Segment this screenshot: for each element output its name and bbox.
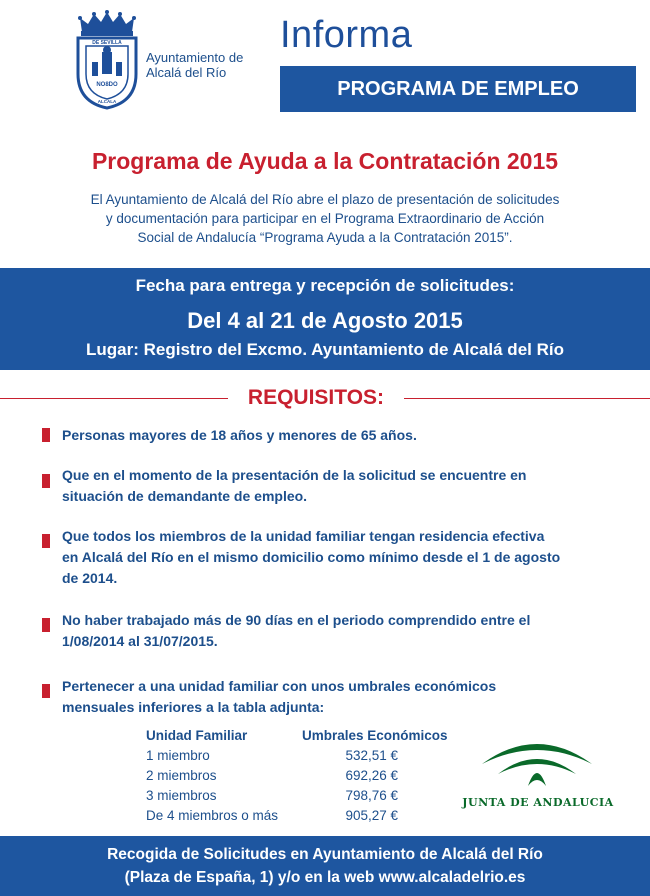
table-cell: De 4 miembros o más	[146, 808, 279, 823]
requirement-line: 1/08/2014 al 31/07/2015.	[62, 633, 218, 649]
intro-line: Social de Andalucía “Programa Ayuda a la Contratación 2015”.	[137, 230, 513, 245]
intro-paragraph	[40, 190, 610, 247]
table-header: Unidad Familiar	[146, 728, 248, 743]
program-banner: PROGRAMA DE EMPLEO	[280, 66, 636, 112]
requirement-line: Que todos los miembros de la unidad familiar tengan residencia efectiva	[62, 528, 545, 544]
location-text: Lugar: Registro del Excmo. Ayuntamiento de Alcalá del Río	[86, 340, 564, 359]
table-column-unidad	[146, 726, 316, 826]
table-cell: 798,76 €	[345, 788, 398, 803]
table-cell: 692,26 €	[345, 768, 398, 783]
municipal-crest-logo	[74, 10, 140, 110]
table-cell: 2 miembros	[146, 768, 217, 783]
requirement-item	[62, 610, 590, 652]
requirement-line: de 2014.	[62, 570, 118, 586]
requirement-line: Que en el momento de la presentación de la solicitud se encuentre en	[62, 467, 527, 483]
bullet-marker	[42, 534, 50, 548]
bullet-marker	[42, 474, 50, 488]
footer-banner	[0, 836, 650, 896]
requirement-line: Pertenecer a una unidad familiar con unos umbrales económicos	[62, 678, 497, 694]
intro-line: y documentación para participar en el Programa Extraordinario de Acción	[105, 211, 545, 226]
intro-line: El Ayuntamiento de Alcalá del Río abre el plazo de presentación de solicitudes	[90, 192, 560, 207]
footer-line: (Plaza de España, 1) y/o en la web www.alcaladelrio.es	[124, 869, 526, 886]
table-cell: 1 miembro	[146, 748, 210, 763]
dates-label: Fecha para entrega y recepción de solicitudes:	[135, 276, 515, 295]
org-name-line1: Ayuntamiento de	[146, 50, 244, 65]
bullet-marker	[42, 618, 50, 632]
requirement-line: situación de demandante de empleo.	[62, 488, 308, 504]
requirement-item	[62, 465, 590, 507]
table-cell: 3 miembros	[146, 788, 217, 803]
requirement-line: mensuales inferiores a la tabla adjunta:	[62, 699, 325, 715]
junta-andalucia-logo	[478, 730, 596, 790]
org-name-line2: Alcalá del Río	[146, 65, 227, 80]
requisitos-heading: REQUISITOS:	[247, 386, 385, 409]
requirement-item	[62, 676, 590, 718]
junta-andalucia-text: JUNTA DE ANDALUCIA	[462, 796, 614, 809]
crest-center-text: NO8DO	[96, 82, 118, 88]
table-cell: 532,51 €	[345, 748, 398, 763]
page-title: Programa de Ayuda a la Contratación 2015	[91, 148, 559, 174]
organization-name	[146, 50, 243, 80]
divider-left	[0, 398, 228, 399]
requirement-line: Personas mayores de 18 años y menores de 65 años.	[62, 427, 417, 443]
bullet-marker	[42, 428, 50, 442]
crest-text-bottom: ALCALA	[97, 99, 117, 104]
divider-right	[404, 398, 650, 399]
requirement-item	[62, 425, 590, 446]
informa-heading: Informa	[280, 14, 413, 56]
bullet-marker	[42, 684, 50, 698]
table-header: Umbrales Económicos	[302, 728, 448, 743]
table-cell: 905,27 €	[345, 808, 398, 823]
requirement-line: en Alcalá del Río en el mismo domicilio como mínimo desde el 1 de agosto	[62, 549, 561, 565]
table-column-umbrales	[302, 726, 462, 826]
requirement-line: No haber trabajado más de 90 días en el periodo comprendido entre el	[62, 612, 531, 628]
requirement-item	[62, 526, 590, 589]
dates-value: Del 4 al 21 de Agosto 2015	[187, 308, 463, 333]
footer-line: Recogida de Solicitudes en Ayuntamiento de Alcalá del Río	[107, 846, 543, 863]
crest-text-top: DE SEVILLA	[92, 40, 122, 46]
dates-banner	[0, 268, 650, 370]
